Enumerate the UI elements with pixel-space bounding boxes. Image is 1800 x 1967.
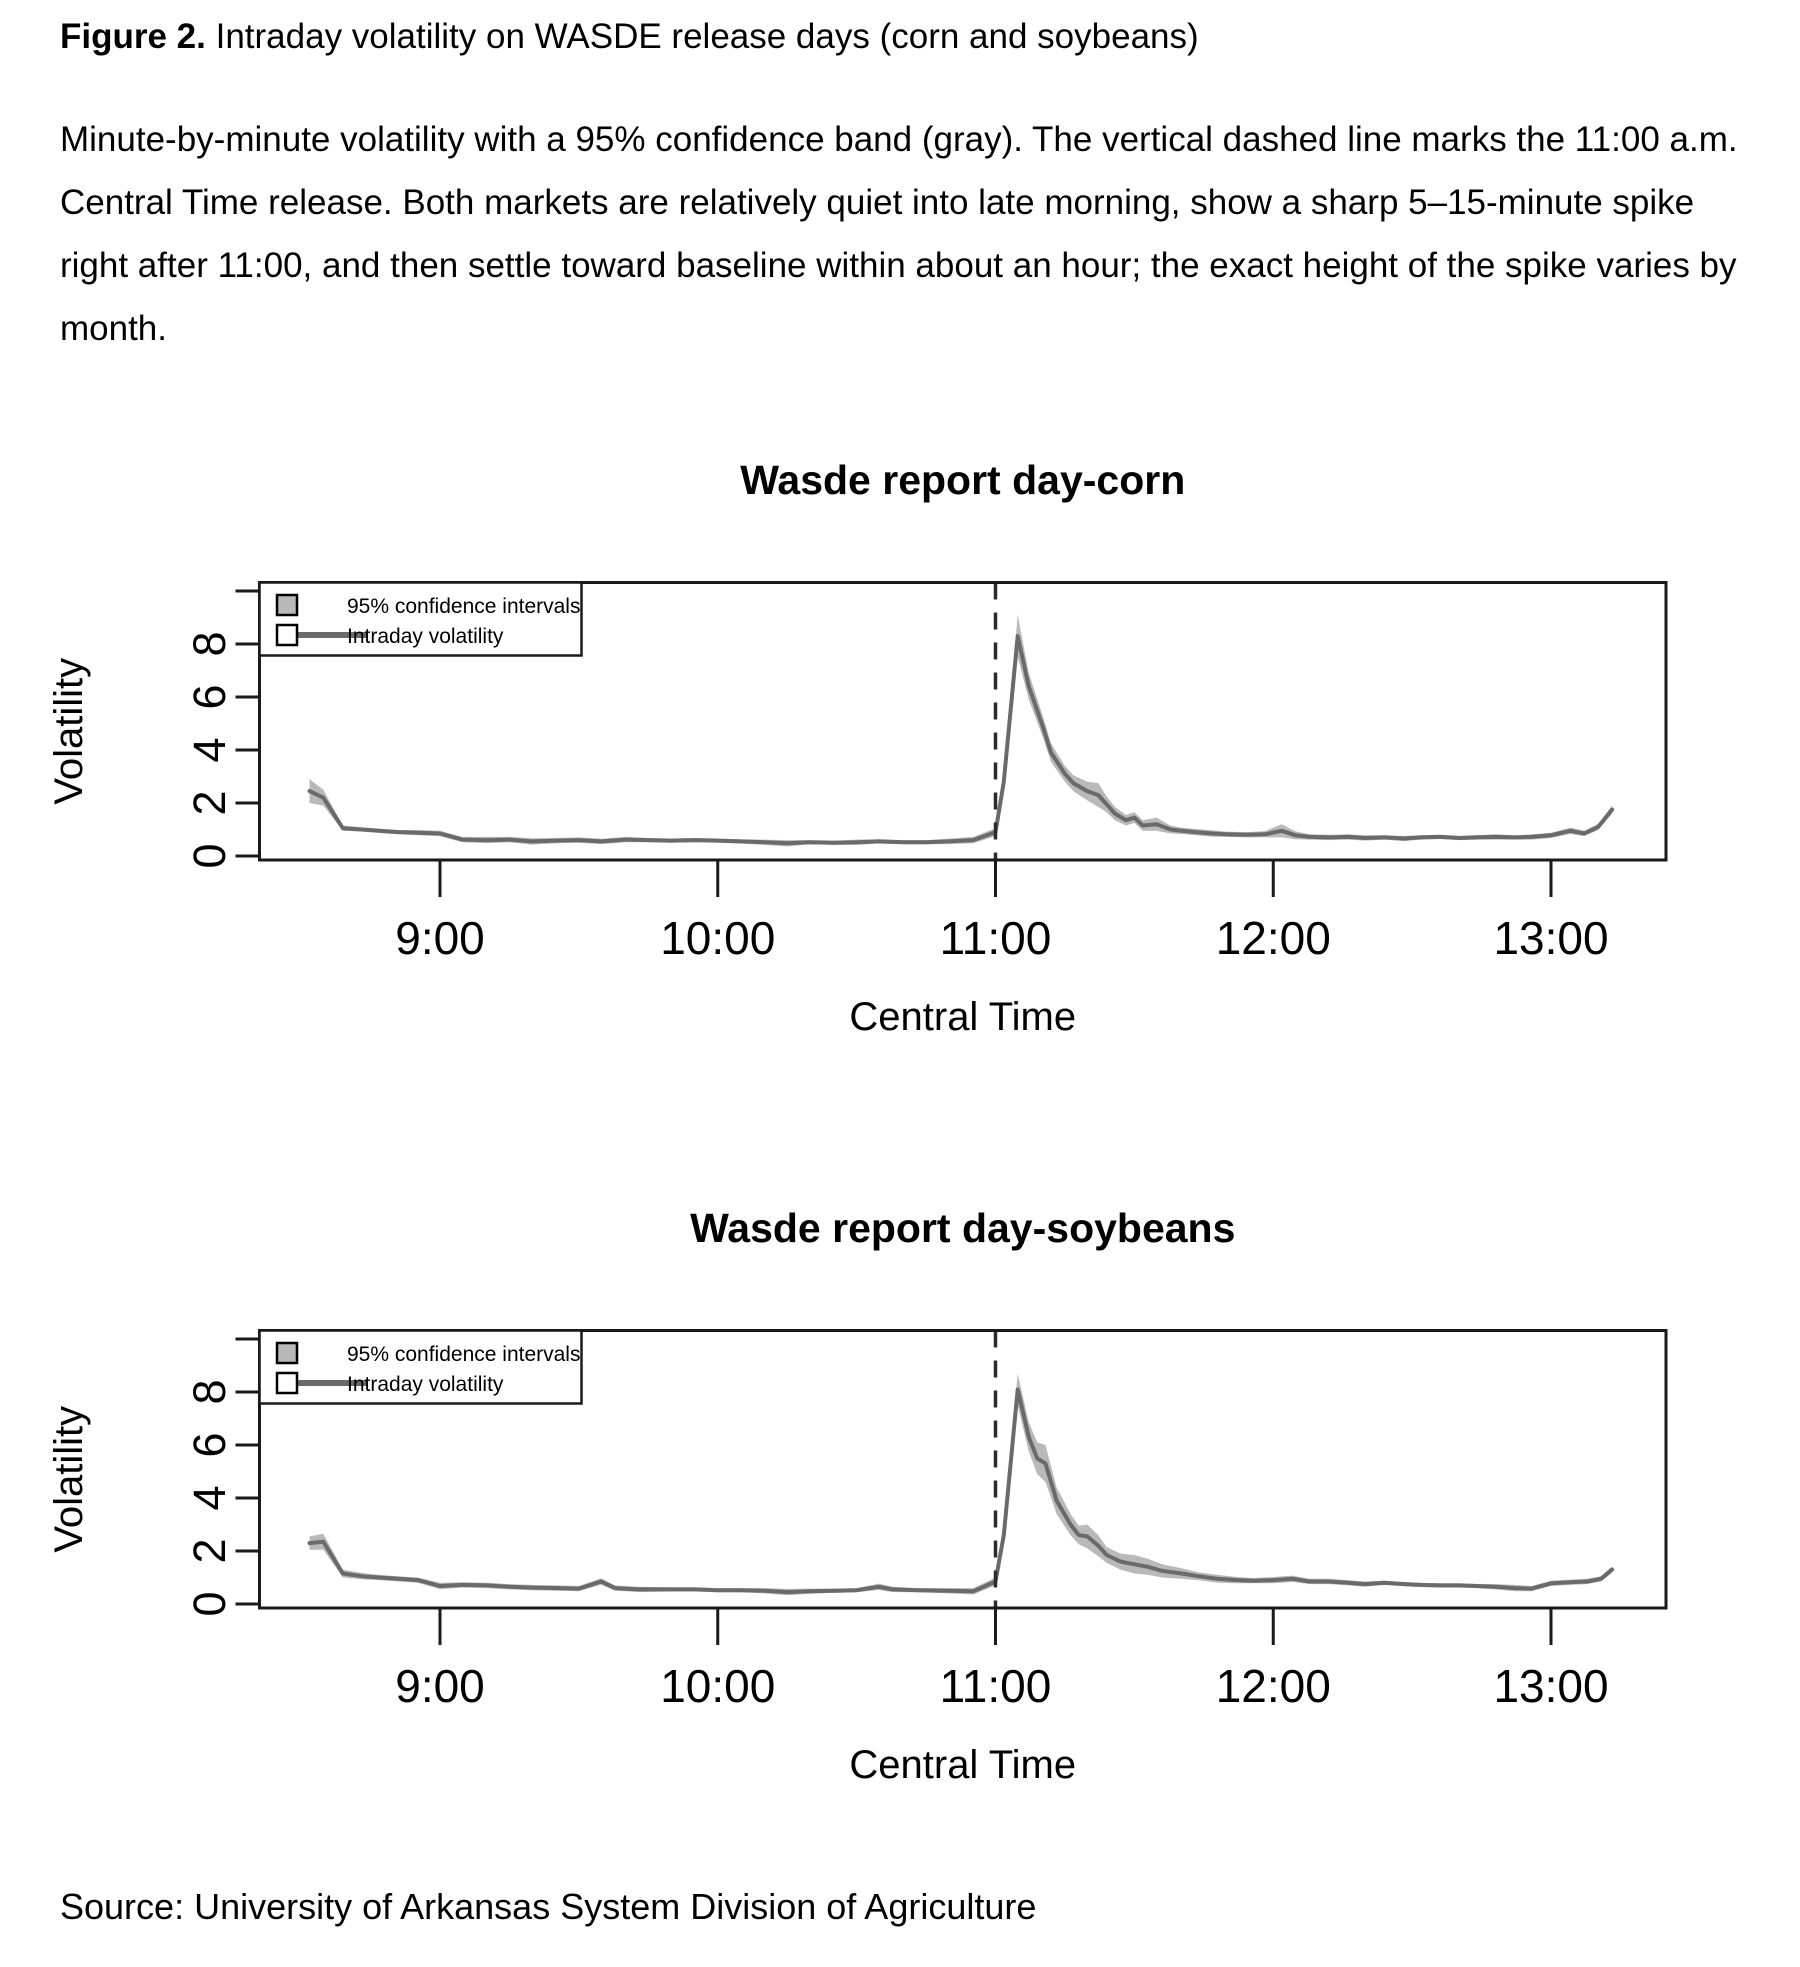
y-axis-tick-label: 4 [183,1485,235,1511]
legend-band-swatch-icon [277,1343,297,1363]
y-axis-tick-label: 8 [183,631,235,657]
source-text: Source: University of Arkansas System Division of Agriculture [60,1886,1037,1927]
figure-caption-label: Figure 2. [60,17,206,56]
x-axis-tick-label: 9:00 [395,1660,485,1712]
figure-caption [60,14,1750,60]
legend-band-swatch-icon [277,595,297,615]
figure-description: Minute-by-minute volatility with a 95% confidence band (gray). The vertical dashed line marks the 11:00 a.m. Central Time release. Both markets are relatively quiet into late morning, show a sharp 5–15-minute spike right after 11:00, and then settle toward baseline within about an hour; the exact height of the spike varies by month. [60,120,1738,348]
legend-line-marker-icon [277,1373,297,1393]
y-axis-tick-label: 4 [183,737,235,763]
y-axis-tick-label: 2 [183,790,235,816]
chart-title: Wasde report day-corn [740,457,1186,503]
x-axis-tick-label: 10:00 [660,1660,776,1712]
x-axis-tick-label: 11:00 [939,1660,1052,1712]
y-axis-tick-label: 2 [183,1538,235,1564]
x-axis-tick-label: 13:00 [1493,1660,1609,1712]
x-axis-tick-label: 12:00 [1215,1660,1331,1712]
x-axis-tick-label: 11:00 [939,912,1052,964]
chart-title: Wasde report day-soybeans [690,1205,1236,1251]
soybeans-volatility-chart [0,1180,1800,1800]
volatility-line [310,636,1613,843]
x-axis-tick-label: 12:00 [1215,912,1331,964]
x-axis-tick-label: 13:00 [1493,912,1609,964]
corn-volatility-chart [0,432,1800,1052]
x-axis-label: Central Time [849,995,1077,1039]
corn-chart-canvas [0,432,1800,1052]
legend-line-marker-icon [277,625,297,645]
x-axis-label: Central Time [849,1743,1077,1787]
legend-label-confidence-intervals: 95% confidence intervals [347,1343,581,1366]
x-axis-tick-label: 10:00 [660,912,776,964]
soybeans-chart-canvas [0,1180,1800,1800]
y-axis-tick-label: 0 [183,843,235,869]
legend-label-confidence-intervals: 95% confidence intervals [347,595,581,618]
y-axis-tick-label: 6 [183,1432,235,1458]
y-axis-tick-label: 8 [183,1379,235,1405]
volatility-line [310,1389,1613,1592]
x-axis-tick-label: 9:00 [395,912,485,964]
y-axis-tick-label: 6 [183,684,235,710]
y-axis-tick-label: 0 [183,1591,235,1617]
y-axis-label: Volatility [47,1405,91,1553]
legend-label-intraday-volatility: Intraday volatility [347,625,504,648]
legend-label-intraday-volatility: Intraday volatility [347,1373,504,1396]
figure-caption-text: Intraday volatility on WASDE release days (corn and soybeans) [205,17,1199,56]
confidence-band [310,1374,1613,1596]
y-axis-label: Volatility [47,657,91,805]
